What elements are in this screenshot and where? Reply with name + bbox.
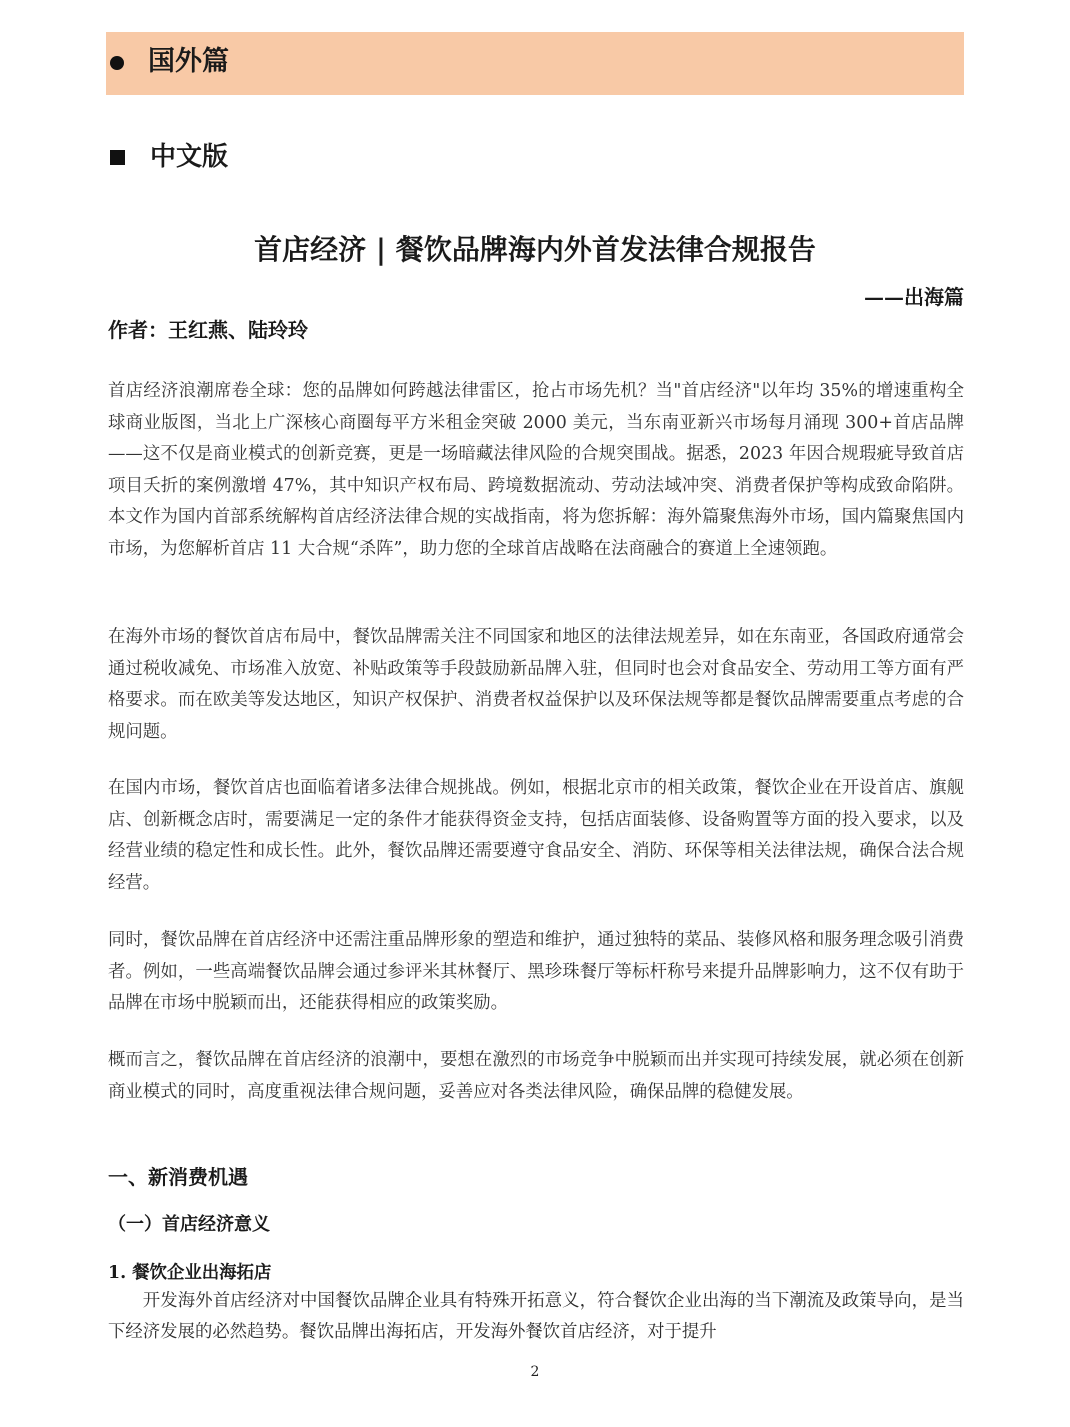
section-title: 中文版 (150, 142, 229, 172)
document-subtitle: ——出海篇 (864, 285, 964, 309)
brand-image-paragraph: 同时，餐饮品牌在首店经济中还需注重品牌形象的塑造和维护，通过独特的菜品、装修风格和服务理念吸引消费者。例如，一些高端餐饮品牌会通过参评米其林餐厅、黑珍珠餐厅等标杆称号来提升品牌影响力，这不仅有助于品牌在市场中脱颖而出，还能获得相应的政策奖励。 (108, 930, 964, 1013)
heading-level-1: 一、新消费机遇 (108, 1165, 248, 1189)
heading-level-2: （一）首店经济意义 (108, 1214, 270, 1235)
chapter-banner (106, 32, 964, 95)
square-bullet-icon (110, 150, 125, 165)
body-paragraph: 开发海外首店经济对中国餐饮品牌企业具有特殊开拓意义，符合餐饮企业出海的当下潮流及政策导向，是当下经济发展的必然趋势。餐饮品牌出海拓店，开发海外餐饮首店经济，对于提升 (108, 1291, 964, 1342)
overseas-paragraph: 在海外市场的餐饮首店布局中，餐饮品牌需关注不同国家和地区的法律法规差异，如在东南亚，各国政府通常会通过税收减免、市场准入放宽、补贴政策等手段鼓励新品牌入驻，但同时也会对食品安全、劳动用工等方面有严格要求。而在欧美等发达地区，知识产权保护、消费者权益保护以及环保法规等都是餐饮品牌需要重点考虑的合规问题。 (108, 627, 964, 742)
section-heading (108, 138, 508, 178)
chapter-title: 国外篇 (148, 46, 229, 77)
intro-paragraph: 首店经济浪潮席卷全球：您的品牌如何跨越法律雷区，抢占市场先机？当"首店经济"以年均 35%的增速重构全球商业版图，当北上广深核心商圈每平方米租金突破 2000 美元，当东南亚新兴市场每月涌现 300+首店品牌——这不仅是商业模式的创新竞赛，更是一场暗藏法律风险的合规突围战。据悉，2023 年因合规瑕疵导致首店项目夭折的案例激增 47%，其中知识产权布局、跨境数据流动、劳动法域冲突、消费者保护等构成致命陷阱。本文作为国内首部系统解构首店经济法律合规的实战指南，将为您拆解：海外篇聚焦海外市场，国内篇聚焦国内市场，为您解析首店 11 大合规“杀阵”，助力您的全球首店战略在法商融合的赛道上全速领跑。 (108, 381, 964, 559)
authors-line: 作者：王红燕、陆玲玲 (108, 318, 308, 342)
summary-paragraph: 概而言之，餐饮品牌在首店经济的浪潮中，要想在激烈的市场竞争中脱颖而出并实现可持续发展，就必须在创新商业模式的同时，高度重视法律合规问题，妥善应对各类法律风险，确保品牌的稳健发展。 (108, 1050, 964, 1102)
heading-level-3: 1. 餐饮企业出海拓店 (108, 1263, 272, 1283)
round-bullet-icon (110, 56, 124, 70)
page-number: 2 (530, 1364, 540, 1380)
domestic-paragraph: 在国内市场，餐饮首店也面临着诸多法律合规挑战。例如，根据北京市的相关政策，餐饮企业在开设首店、旗舰店、创新概念店时，需要满足一定的条件才能获得资金支持，包括店面装修、设备购置等方面的投入要求，以及经营业绩的稳定性和成长性。此外，餐饮品牌还需要遵守食品安全、消防、环保等相关法律法规，确保合法合规经营。 (108, 778, 964, 893)
document-title: 首店经济 | 餐饮品牌海内外首发法律合规报告 (254, 233, 816, 266)
